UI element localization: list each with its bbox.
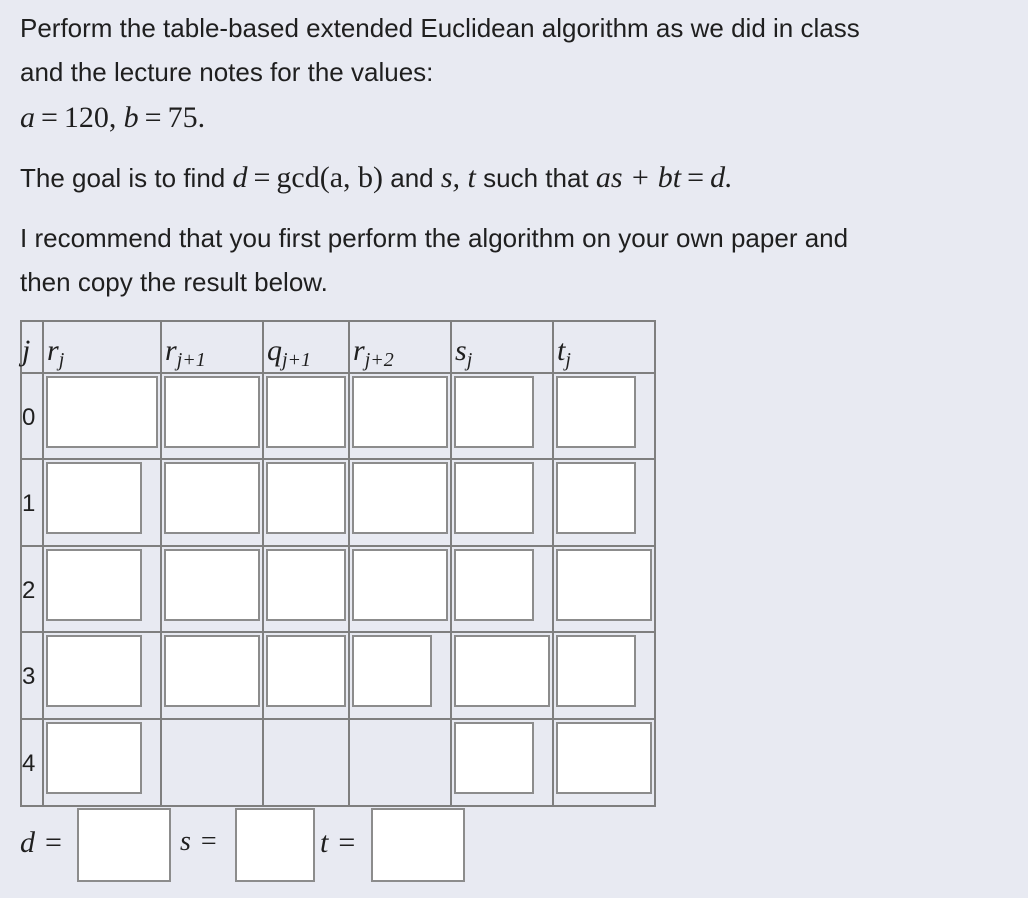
d-end: d. — [710, 161, 733, 194]
header-j: j — [22, 334, 31, 367]
row-index-0: 0 — [22, 404, 36, 431]
gcd-expression: gcd(a, b) — [276, 161, 384, 194]
input-r3-qj1[interactable] — [266, 635, 346, 707]
grid-line — [262, 320, 264, 807]
grid-line — [348, 320, 350, 807]
input-r1-sj[interactable] — [454, 462, 534, 534]
st-variables: s, t — [440, 161, 476, 194]
row-index-3: 3 — [22, 663, 36, 690]
input-r2-rj2[interactable] — [352, 549, 448, 621]
row-index-2: 2 — [22, 577, 36, 604]
a-value: 120, — [63, 101, 117, 134]
input-r1-rj[interactable] — [46, 462, 142, 534]
goal-text-1: The goal is to find — [20, 163, 226, 193]
input-r2-rj1[interactable] — [164, 549, 260, 621]
input-r0-sj[interactable] — [454, 376, 534, 448]
equals-sign: = — [253, 161, 271, 194]
grid-line — [20, 458, 656, 460]
goal-text-3: such that — [483, 163, 589, 193]
input-r3-tj[interactable] — [556, 635, 636, 707]
grid-line — [654, 320, 656, 807]
input-r4-rj[interactable] — [46, 722, 142, 794]
grid-line — [20, 320, 22, 807]
input-r3-rj1[interactable] — [164, 635, 260, 707]
equals-sign: = — [687, 161, 705, 194]
b-value: 75. — [167, 101, 206, 134]
goal-text-2: and — [390, 163, 434, 193]
d-answer-input[interactable] — [77, 808, 171, 882]
recommend-line-2: then copy the result below. — [20, 267, 328, 297]
input-r1-rj1[interactable] — [164, 462, 260, 534]
s-answer-input[interactable] — [235, 808, 315, 882]
row-index-1: 1 — [22, 490, 36, 517]
s-label: s = — [180, 826, 217, 857]
grid-line — [20, 718, 656, 720]
grid-line — [20, 372, 656, 374]
equals-sign: = — [144, 101, 162, 134]
goal-line — [20, 156, 733, 200]
t-label: t = — [320, 826, 356, 859]
input-r0-tj[interactable] — [556, 376, 636, 448]
header-s-j: $s_j$ — [455, 334, 473, 371]
input-r2-sj[interactable] — [454, 549, 534, 621]
input-r0-rj2[interactable] — [352, 376, 448, 448]
t-answer-input[interactable] — [371, 808, 465, 882]
grid-line — [20, 545, 656, 547]
input-r0-rj[interactable] — [46, 376, 158, 448]
d-variable: d — [232, 161, 248, 194]
grid-line — [20, 805, 656, 807]
input-r1-rj2[interactable] — [352, 462, 448, 534]
grid-line — [450, 320, 452, 807]
values-line — [20, 96, 205, 140]
grid-line — [20, 631, 656, 633]
input-r3-rj2[interactable] — [352, 635, 432, 707]
input-r3-rj[interactable] — [46, 635, 142, 707]
header-q-j-plus-1: $q_{j+1}$ — [267, 334, 312, 371]
input-r2-rj[interactable] — [46, 549, 142, 621]
input-r2-qj1[interactable] — [266, 549, 346, 621]
input-r0-qj1[interactable] — [266, 376, 346, 448]
header-r-j: $r_j$ — [47, 334, 65, 371]
input-r4-tj[interactable] — [556, 722, 652, 794]
euclid-table — [20, 320, 656, 807]
grid-line — [42, 320, 44, 807]
a-variable: a — [20, 101, 35, 134]
grid-line — [20, 320, 656, 322]
recommend-line-1: I recommend that you first perform the algorithm on your own paper and — [20, 223, 849, 253]
header-r-j-plus-1: $r_{j+1}$ — [165, 334, 206, 371]
row-index-4: 4 — [22, 750, 36, 777]
as-bt-expression: as + bt — [595, 161, 682, 194]
question-line-2: and the lecture notes for the values: — [20, 57, 434, 87]
d-label: d = — [20, 826, 62, 859]
b-variable: b — [123, 101, 139, 134]
input-r1-tj[interactable] — [556, 462, 636, 534]
question-line-1: Perform the table-based extended Euclidean algorithm as we did in class — [20, 13, 860, 43]
input-r3-sj[interactable] — [454, 635, 550, 707]
header-t-j: $t_j$ — [557, 334, 571, 371]
input-r4-sj[interactable] — [454, 722, 534, 794]
header-r-j-plus-2: $r_{j+2}$ — [353, 334, 394, 371]
input-r2-tj[interactable] — [556, 549, 652, 621]
equals-sign: = — [41, 101, 58, 134]
input-r1-qj1[interactable] — [266, 462, 346, 534]
grid-line — [552, 320, 554, 807]
input-r0-rj1[interactable] — [164, 376, 260, 448]
grid-line — [160, 320, 162, 807]
